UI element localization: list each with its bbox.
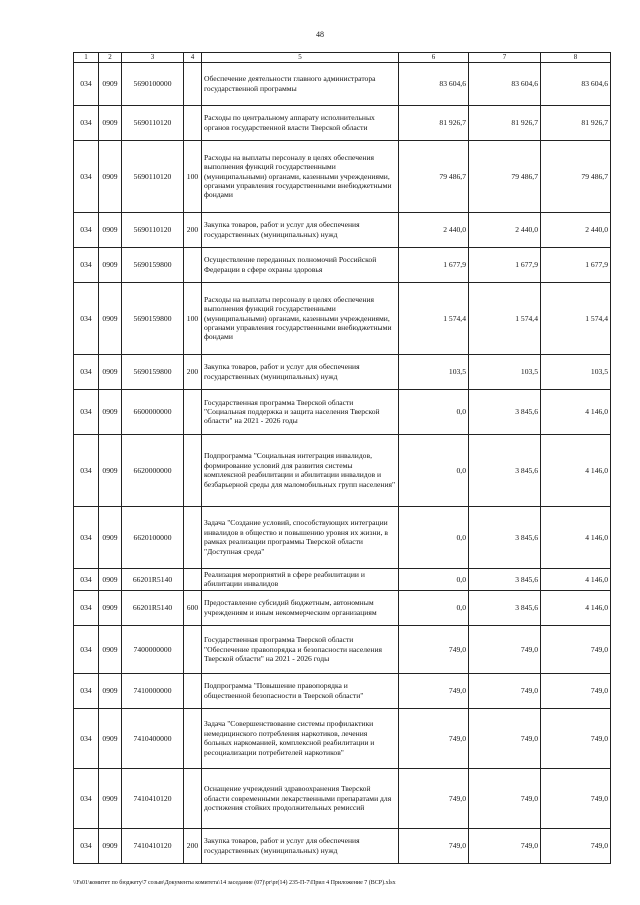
amount-2022-cell: 2 440,0 <box>469 212 541 247</box>
code-cell: 034 <box>74 434 99 506</box>
amount-2022-cell: 749,0 <box>469 673 541 708</box>
amount-2023-cell: 4 146,0 <box>541 389 611 434</box>
code-cell: 034 <box>74 389 99 434</box>
amount-2022-cell: 83 604,6 <box>469 62 541 105</box>
table-row <box>74 105 611 140</box>
expense-type-cell <box>184 105 202 140</box>
amount-2022-cell: 3 845,6 <box>469 506 541 568</box>
amount-2021-cell: 83 604,6 <box>399 62 469 105</box>
expense-type-cell <box>184 625 202 673</box>
code-cell: 034 <box>74 708 99 768</box>
table-row <box>74 140 611 212</box>
column-header: 6 <box>399 53 469 63</box>
amount-2023-cell: 79 486,7 <box>541 140 611 212</box>
code-cell: 034 <box>74 105 99 140</box>
target-article-cell: 5690159800 <box>122 354 184 389</box>
amount-2022-cell: 3 845,6 <box>469 590 541 625</box>
section-cell: 0909 <box>99 708 122 768</box>
expense-type-cell: 200 <box>184 354 202 389</box>
amount-2021-cell: 749,0 <box>399 828 469 863</box>
description-cell: Оснащение учреждений здравоохранения Тверской области современными лекарственными препаратами для достижения стойких продолжительных ремиссий <box>202 768 399 828</box>
column-header: 7 <box>469 53 541 63</box>
amount-2021-cell: 0,0 <box>399 590 469 625</box>
amount-2021-cell: 749,0 <box>399 673 469 708</box>
column-header: 5 <box>202 53 399 63</box>
expense-type-cell <box>184 506 202 568</box>
expense-type-cell: 600 <box>184 590 202 625</box>
column-header: 3 <box>122 53 184 63</box>
table-header-row <box>74 53 611 63</box>
target-article-cell: 5690159800 <box>122 282 184 354</box>
table-row <box>74 354 611 389</box>
code-cell: 034 <box>74 768 99 828</box>
column-header: 8 <box>541 53 611 63</box>
description-cell: Задача "Создание условий, способствующих интеграции инвалидов в общество и повышению уровня их жизни, в рамках реализации программы Тверской области "Доступная среда" <box>202 506 399 568</box>
code-cell: 034 <box>74 282 99 354</box>
amount-2023-cell: 4 146,0 <box>541 568 611 590</box>
amount-2021-cell: 0,0 <box>399 568 469 590</box>
table-body <box>74 62 611 863</box>
target-article-cell: 6620100000 <box>122 506 184 568</box>
amount-2021-cell: 81 926,7 <box>399 105 469 140</box>
table-row <box>74 768 611 828</box>
table-row <box>74 568 611 590</box>
amount-2023-cell: 749,0 <box>541 768 611 828</box>
section-cell: 0909 <box>99 568 122 590</box>
target-article-cell: 66201R5140 <box>122 568 184 590</box>
description-cell: Государственная программа Тверской области "Обеспечение правопорядка и безопасности населения Тверской области" на 2021 - 2026 годы <box>202 625 399 673</box>
section-cell: 0909 <box>99 282 122 354</box>
description-cell: Расходы на выплаты персоналу в целях обеспечения выполнения функций государственными (муниципальными) органами, казенными учреждениями, органами управления государственными внебюджетными фондами <box>202 140 399 212</box>
amount-2021-cell: 0,0 <box>399 389 469 434</box>
code-cell: 034 <box>74 506 99 568</box>
description-cell: Закупка товаров, работ и услуг для обеспечения государственных (муниципальных) нужд <box>202 354 399 389</box>
table-row <box>74 590 611 625</box>
amount-2022-cell: 749,0 <box>469 708 541 768</box>
code-cell: 034 <box>74 354 99 389</box>
expense-type-cell: 200 <box>184 212 202 247</box>
section-cell: 0909 <box>99 212 122 247</box>
description-cell: Расходы по центральному аппарату исполнительных органов государственной власти Тверской области <box>202 105 399 140</box>
section-cell: 0909 <box>99 434 122 506</box>
expense-type-cell <box>184 389 202 434</box>
amount-2021-cell: 749,0 <box>399 708 469 768</box>
amount-2022-cell: 81 926,7 <box>469 105 541 140</box>
code-cell: 034 <box>74 590 99 625</box>
amount-2021-cell: 1 574,4 <box>399 282 469 354</box>
amount-2023-cell: 4 146,0 <box>541 590 611 625</box>
section-cell: 0909 <box>99 768 122 828</box>
amount-2021-cell: 749,0 <box>399 625 469 673</box>
table-row <box>74 625 611 673</box>
amount-2023-cell: 749,0 <box>541 828 611 863</box>
expense-type-cell <box>184 708 202 768</box>
expense-type-cell: 100 <box>184 282 202 354</box>
amount-2021-cell: 749,0 <box>399 768 469 828</box>
column-header: 1 <box>74 53 99 63</box>
table-row <box>74 434 611 506</box>
amount-2023-cell: 749,0 <box>541 708 611 768</box>
target-article-cell: 7410000000 <box>122 673 184 708</box>
amount-2023-cell: 81 926,7 <box>541 105 611 140</box>
section-cell: 0909 <box>99 247 122 282</box>
table-row <box>74 62 611 105</box>
section-cell: 0909 <box>99 828 122 863</box>
expense-type-cell <box>184 247 202 282</box>
table-row <box>74 247 611 282</box>
amount-2023-cell: 4 146,0 <box>541 434 611 506</box>
code-cell: 034 <box>74 140 99 212</box>
amount-2023-cell: 1 677,9 <box>541 247 611 282</box>
amount-2023-cell: 749,0 <box>541 625 611 673</box>
description-cell: Осуществление переданных полномочий Российской Федерации в сфере охраны здоровья <box>202 247 399 282</box>
amount-2022-cell: 3 845,6 <box>469 434 541 506</box>
column-header: 4 <box>184 53 202 63</box>
amount-2023-cell: 1 574,4 <box>541 282 611 354</box>
amount-2021-cell: 79 486,7 <box>399 140 469 212</box>
amount-2023-cell: 4 146,0 <box>541 506 611 568</box>
target-article-cell: 5690159800 <box>122 247 184 282</box>
target-article-cell: 7410410120 <box>122 828 184 863</box>
target-article-cell: 7410410120 <box>122 768 184 828</box>
description-cell: Расходы на выплаты персоналу в целях обеспечения выполнения функций государственными (муниципальными) органами, казенными учреждениями, органами управления государственными внебюджетными фондами <box>202 282 399 354</box>
description-cell: Закупка товаров, работ и услуг для обеспечения государственных (муниципальных) нужд <box>202 212 399 247</box>
target-article-cell: 5690110120 <box>122 105 184 140</box>
table-row <box>74 282 611 354</box>
amount-2022-cell: 1 677,9 <box>469 247 541 282</box>
description-cell: Обеспечение деятельности главного администратора государственной программы <box>202 62 399 105</box>
description-cell: Подпрограмма "Социальная интеграция инвалидов, формирование условий для развития системы комплексной реабилитации и абилитации инвалидов и безбарьерной среды для маломобильных групп населения" <box>202 434 399 506</box>
amount-2022-cell: 749,0 <box>469 625 541 673</box>
budget-table <box>73 52 611 864</box>
amount-2021-cell: 0,0 <box>399 506 469 568</box>
code-cell: 034 <box>74 568 99 590</box>
column-header: 2 <box>99 53 122 63</box>
code-cell: 034 <box>74 673 99 708</box>
amount-2022-cell: 103,5 <box>469 354 541 389</box>
amount-2023-cell: 2 440,0 <box>541 212 611 247</box>
amount-2022-cell: 749,0 <box>469 768 541 828</box>
section-cell: 0909 <box>99 590 122 625</box>
amount-2022-cell: 1 574,4 <box>469 282 541 354</box>
table-row <box>74 708 611 768</box>
page-number: 48 <box>316 30 324 39</box>
section-cell: 0909 <box>99 673 122 708</box>
target-article-cell: 5690100000 <box>122 62 184 105</box>
expense-type-cell <box>184 434 202 506</box>
target-article-cell: 6620000000 <box>122 434 184 506</box>
expense-type-cell <box>184 62 202 105</box>
target-article-cell: 5690110120 <box>122 212 184 247</box>
target-article-cell: 7410400000 <box>122 708 184 768</box>
table-row <box>74 673 611 708</box>
amount-2022-cell: 3 845,6 <box>469 568 541 590</box>
section-cell: 0909 <box>99 105 122 140</box>
expense-type-cell <box>184 673 202 708</box>
amount-2023-cell: 83 604,6 <box>541 62 611 105</box>
description-cell: Предоставление субсидий бюджетным, автономным учреждениям и иным некоммерческим организациям <box>202 590 399 625</box>
expense-type-cell: 200 <box>184 828 202 863</box>
section-cell: 0909 <box>99 140 122 212</box>
code-cell: 034 <box>74 247 99 282</box>
description-cell: Государственная программа Тверской области "Социальная поддержка и защита населения Тверской области" на 2021 - 2026 годы <box>202 389 399 434</box>
amount-2022-cell: 749,0 <box>469 828 541 863</box>
amount-2022-cell: 3 845,6 <box>469 389 541 434</box>
target-article-cell: 66201R5140 <box>122 590 184 625</box>
amount-2021-cell: 2 440,0 <box>399 212 469 247</box>
amount-2021-cell: 103,5 <box>399 354 469 389</box>
table-row <box>74 828 611 863</box>
table-row <box>74 389 611 434</box>
table-row <box>74 506 611 568</box>
section-cell: 0909 <box>99 389 122 434</box>
section-cell: 0909 <box>99 625 122 673</box>
table-row <box>74 212 611 247</box>
target-article-cell: 7400000000 <box>122 625 184 673</box>
code-cell: 034 <box>74 212 99 247</box>
amount-2021-cell: 1 677,9 <box>399 247 469 282</box>
target-article-cell: 5690110120 <box>122 140 184 212</box>
expense-type-cell <box>184 568 202 590</box>
code-cell: 034 <box>74 62 99 105</box>
amount-2021-cell: 0,0 <box>399 434 469 506</box>
section-cell: 0909 <box>99 62 122 105</box>
description-cell: Подпрограмма "Повышение правопорядка и общественной безопасности в Тверской области" <box>202 673 399 708</box>
amount-2023-cell: 749,0 <box>541 673 611 708</box>
amount-2022-cell: 79 486,7 <box>469 140 541 212</box>
code-cell: 034 <box>74 828 99 863</box>
section-cell: 0909 <box>99 506 122 568</box>
code-cell: 034 <box>74 625 99 673</box>
section-cell: 0909 <box>99 354 122 389</box>
expense-type-cell: 100 <box>184 140 202 212</box>
target-article-cell: 6600000000 <box>122 389 184 434</box>
description-cell: Задача "Совершенствование системы профилактики немедицинского потребления наркотиков, лечения больных наркоманией, комплексной реабилитации и ресоциализации потребителей наркотиков" <box>202 708 399 768</box>
expense-type-cell <box>184 768 202 828</box>
description-cell: Реализация мероприятий в сфере реабилитации и абилитации инвалидов <box>202 568 399 590</box>
description-cell: Закупка товаров, работ и услуг для обеспечения государственных (муниципальных) нужд <box>202 828 399 863</box>
footer-file-path: \\Fs01\комитет по бюджету\7 созыв\Документы комитета\14 заседание (07)\pr\pr(14) 235-П-7\Прил 4 Приложение 7 (ВСР).xlsx <box>73 880 396 886</box>
amount-2023-cell: 103,5 <box>541 354 611 389</box>
